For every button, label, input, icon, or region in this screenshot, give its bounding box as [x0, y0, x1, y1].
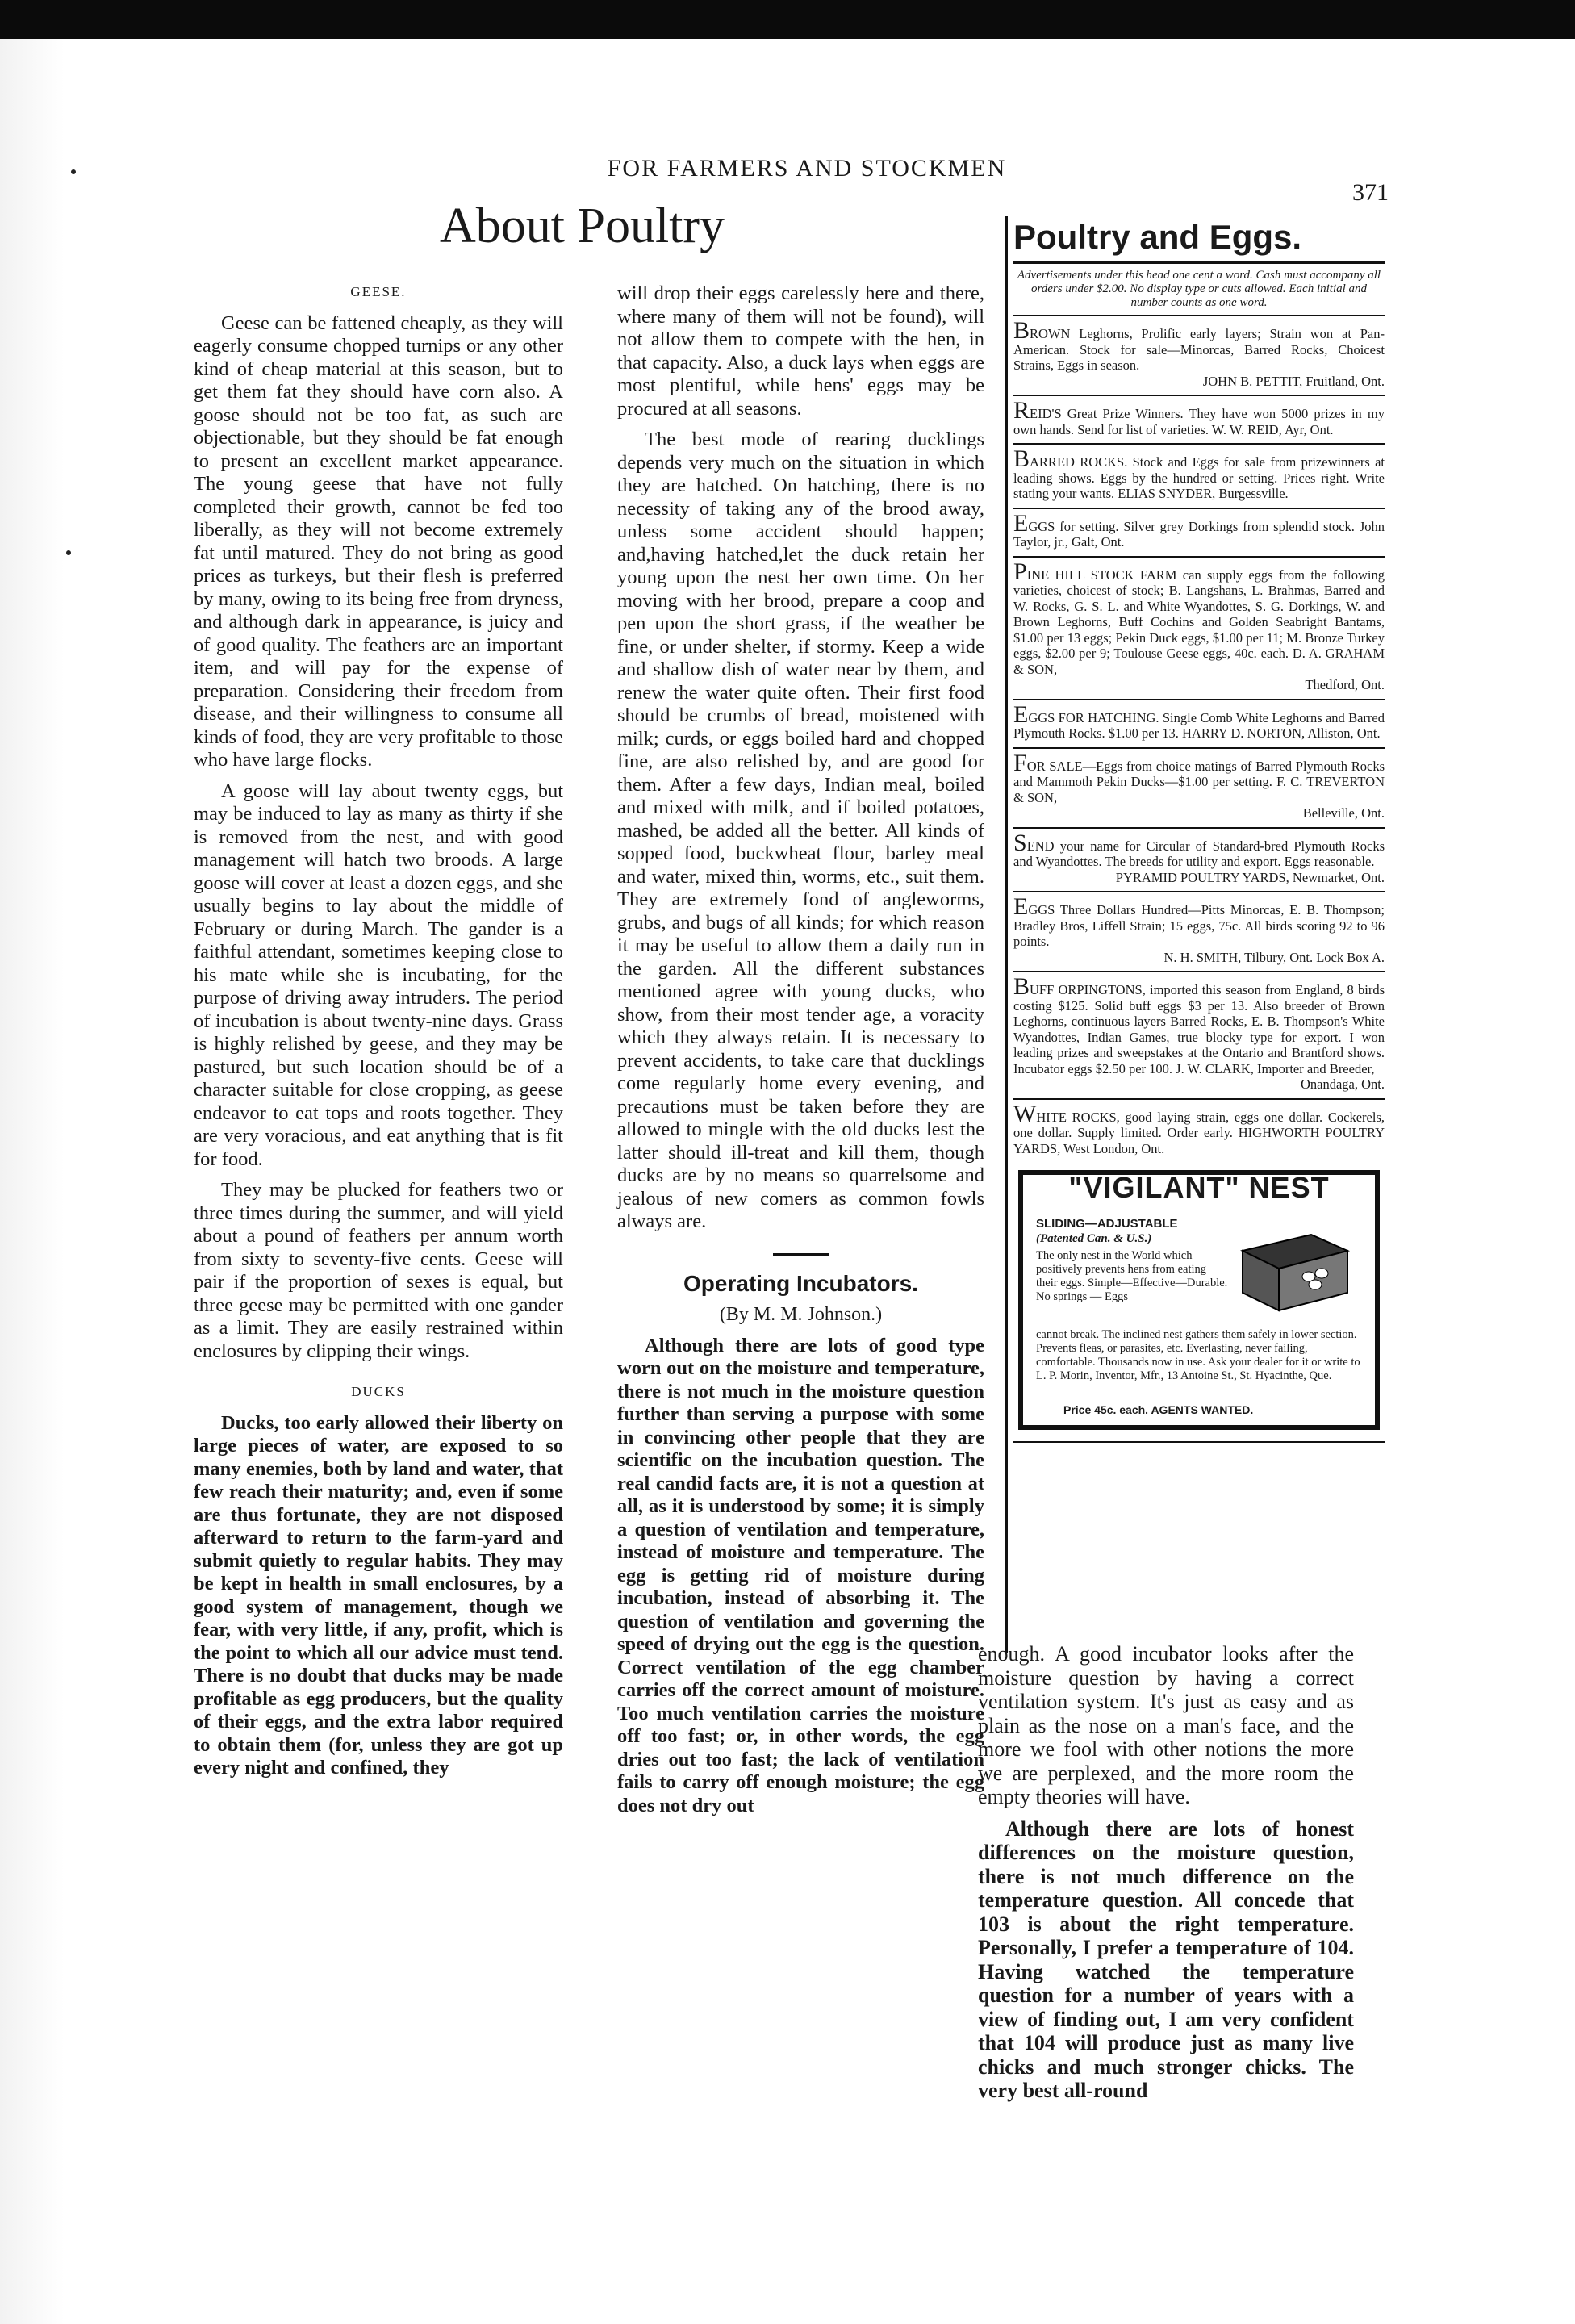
vigilant-nest-ad	[1018, 1170, 1380, 1430]
running-head: FOR FARMERS AND STOCKMEN	[607, 155, 1007, 182]
vigilant-details: cannot break. The inclined nest gathers them safely in lower section. Prevents fleas, or parasites, etc. Everlasting, never failing, comfortable. Thousands now in use. Ask your dealer for it or write to L. P. Morin, Inventor, Mfr., 13 Antoine St., St. Hyacinthe, Que.	[1036, 1328, 1360, 1382]
ad-text: UFF ORPINGTONS, imported this season from England, 8 birds costing $125. Solid buff eggs $3 per 13. Also breeder of Brown Leghorns, continuous layers Barred Rocks, E. B. Thompson's White Wyandottes, Indian Games, true blocky type for export. I won leading prizes and sweepstakes at the Ontario and Brantford shows. Incubator eggs $2.50 per 100. J. W. CLARK, Importer and Breeder,	[1013, 982, 1385, 1076]
geese-heading: GEESE.	[350, 284, 407, 299]
classified-ad	[1013, 1098, 1385, 1163]
drop-letter: W	[1013, 1100, 1037, 1127]
drop-letter: R	[1013, 397, 1030, 424]
ad-signature: JOHN B. PETTIT, Fruitland, Ont.	[1202, 373, 1385, 389]
ad-text: HITE ROCKS, good laying strain, eggs one dollar. Cockerels, one dollar. Supply limited. Order early. HIGHWORTH POULTRY YARDS, West London, Ont.	[1013, 1109, 1385, 1156]
classified-ad	[1013, 508, 1385, 556]
ad-text: GGS FOR HATCHING. Single Comb White Leghorns and Barred Plymouth Rocks. $1.00 per 13. HARRY D. NORTON, Alliston, Ont.	[1013, 709, 1385, 741]
classified-ad	[1013, 971, 1385, 1098]
scan-left-margin	[0, 39, 65, 2324]
drop-letter: B	[1013, 445, 1030, 472]
vigilant-subtitle: SLIDING—ADJUSTABLE	[1036, 1217, 1178, 1231]
classifieds-column	[1013, 218, 1385, 1443]
paragraph: enough. A good incubator looks after the moisture question by having a correct ventilation system. It's just as easy and as plain as the nose on a man's face, and the more we fool with other notions the more we are perplexed, and the more room the empty theories will have.	[978, 1642, 1354, 1808]
ad-text: OR SALE—Eggs from choice matings of Barred Plymouth Rocks and Mammoth Pekin Ducks—$1.00 per setting. F. C. TREVERTON & SON,	[1013, 758, 1385, 805]
drop-letter: S	[1013, 829, 1027, 856]
ad-signature: Belleville, Ont.	[1302, 805, 1385, 821]
section-divider	[773, 1253, 829, 1256]
ad-signature: Onandaga, Ont.	[1300, 1076, 1385, 1092]
classifieds-bottom-rule	[1013, 1441, 1385, 1443]
ad-text: ROWN Leghorns, Prolific early layers; Strain won at Pan-American. Stock for sale—Minorcas, Barred Rocks, Choicest Strains, Eggs in season.	[1013, 326, 1385, 373]
ad-text: END your name for Circular of Standard-bred Plymouth Rocks and Wyandottes. The breeds for utility and export. Eggs reasonable.	[1013, 838, 1385, 869]
scan-speck	[71, 169, 76, 174]
page-number: 371	[1352, 179, 1389, 206]
scan-speck	[66, 550, 71, 555]
paragraph: will drop their eggs carelessly here and there, where many of them will not be found), will not allow them to compete with the hen, in that capacity. Also, a duck lays when eggs are most plentiful, while hens' eggs may be procured at all seasons.	[617, 282, 984, 420]
article-title: About Poultry	[440, 199, 725, 253]
drop-letter: B	[1013, 317, 1030, 344]
paragraph: Ducks, too early allowed their liberty on large pieces of water, are exposed to so many enemies, both by land and water, that few reach their maturity; and, even if some are thus fortunate, they are not disposed afterward to return to the farm-yard and submit quietly to regular habits. They may be kept in health in small enclosures, by a good system of management, though we fear, with very little, if any, profit, which is the point to which all our advice must tend. There is no doubt that ducks may be made profitable as egg producers, but the quality of their eggs, and the extra labor required to obtain them (for, unless they are got up every night and confined, they	[194, 1411, 563, 1779]
paragraph: The best mode of rearing ducklings depends very much on the situation in which they are hatched. On hatching, there is no necessity of taking any of the brood away, unless some accident should happen; and,having hatched,let the duck retain her young upon the nest her own time. On her moving with her brood, prepare a coop and pen upon the short grass, if the weather be fine, or under shelter, if stormy. Keep a wide and shallow dish of water near by them, and renew the water quite often. Their first food should be crumbs of bread, moistened with milk; curds, or eggs boiled hard and chopped fine, are also relished by, and are good for them. After a few days, Indian meal, boiled and mixed with milk, and if boiled potatoes, mashed, be added all the better. All kinds of sopped food, buckwheat flour, barley meal and water, mixed thin, worms, etc., suit them. They are extremely fond of angleworms, grubs, and bugs of all kinds; for which reason it may be useful to allow them a daily run in the garden. All the different substances mentioned agree with young ducks, who show, from their most tender age, a voracity which they always retain. It is necessary to prevent accidents, to take care that ducklings come regularly home every evening, and precautions must be taken before they are allowed to mingle with the old ducks lest the latter should ill-treat and kill them, though ducks are by no means so quarrelsome and jealous of new comers as common fowls always are.	[617, 428, 984, 1232]
classifieds-title: Poultry and Eggs.	[1013, 218, 1302, 256]
classified-ad	[1013, 315, 1385, 395]
drop-letter: E	[1013, 893, 1029, 920]
nest-box-illustration	[1235, 1227, 1356, 1315]
column-divider	[1005, 216, 1008, 1653]
ad-signature: Thedford, Ont.	[1305, 677, 1385, 692]
incubators-title: Operating Incubators.	[683, 1270, 918, 1296]
classifieds-rule	[1013, 261, 1385, 264]
column-2	[617, 282, 984, 1825]
classified-ad	[1013, 891, 1385, 971]
classified-ad	[1013, 556, 1385, 699]
ad-text: ARRED ROCKS. Stock and Eggs for sale from prizewinners at leading shows. Eggs by the hundred or setting. Prices right. Write stating your wants. ELIAS SNYDER, Burgessville.	[1013, 454, 1385, 501]
ad-signature: PYRAMID POULTRY YARDS, Newmarket, Ont.	[1115, 869, 1385, 885]
vigilant-title: "VIGILANT" NEST	[1068, 1171, 1330, 1204]
classified-ad-list	[1013, 315, 1385, 1162]
ad-text: EID'S Great Prize Winners. They have won 5000 prizes in my own hands. Send for list of varieties. W. W. REID, Ayr, Ont.	[1013, 406, 1385, 437]
classified-ad	[1013, 747, 1385, 827]
column-1	[194, 281, 563, 1788]
ad-signature: N. H. SMITH, Tilbury, Ont. Lock Box A.	[1163, 949, 1385, 965]
vigilant-patent: (Patented Can. & U.S.)	[1036, 1232, 1152, 1245]
paragraph: Although there are lots of good type worn out on the moisture and temperature, there is not much in the moisture question further than serving a purpose with some in convincing other people that they are scientific on the incubation question. The real candid facts are, it is not a question at all, as it is understood by some; it is simply a question of ventilation and temperature, instead of moisture and temperature. The egg is getting rid of moisture during incubation, instead of absorbing it. The question of ventilation and governing the speed of drying out the egg is the question. Correct ventilation of the egg chamber carries off the correct amount of moisture. Too much ventilation carries the moisture off too fast; or, in other words, the egg dries out too fast; the lack of ventilation fails to carry off enough moisture; the egg does not dry out	[617, 1334, 984, 1816]
scan-top-border	[0, 0, 1575, 39]
classified-ad	[1013, 699, 1385, 747]
vigilant-price: Price 45c. each. AGENTS WANTED.	[1063, 1403, 1254, 1416]
ad-text: GGS for setting. Silver grey Dorkings from splendid stock. John Taylor, jr., Galt, Ont.	[1013, 518, 1385, 550]
column-3-text	[978, 1642, 1354, 2111]
classifieds-note: Advertisements under this head one cent a word. Cash must accompany all orders under $2.00. No display type or cuts allowed. Each initial and number counts as one word.	[1017, 269, 1381, 309]
drop-letter: P	[1013, 558, 1027, 585]
ad-text: INE HILL STOCK FARM can supply eggs from the following varieties, choicest of stock; B. Langshans, L. Brahmas, Barred and W. Rocks, G. S. L. and White Wyandottes, S. G. Dorkings, W. and Brown Leghorns, Buff Cochins and Golden Seabright Bantams, $1.00 per 13 eggs; Pekin Duck eggs, $1.00 per 11; M. Bronze Turkey eggs, $2.00 per 9; Toulouse Geese eggs, 40c. each. D. A. GRAHAM & SON,	[1013, 566, 1385, 677]
ad-text: GGS Three Dollars Hundred—Pitts Minorcas, E. B. Thompson; Bradley Bros, Liffell Strain; 15 eggs, 75c. All birds scoring 92 to 96 points.	[1013, 902, 1385, 949]
drop-letter: E	[1013, 700, 1029, 728]
classified-ad	[1013, 395, 1385, 443]
paragraph: Although there are lots of honest differences on the moisture question, there is not much difference on the temperature question. All concede that 103 is about the right temperature. Personally, I prefer a temperature of 104. Having watched the temperature question for a number of years with a view of finding out, I am very confident that 104 will produce just as many live chicks and much stronger chicks. The very best all-round	[978, 1816, 1354, 2102]
vigilant-text: The only nest in the World which positively prevents hens from eating their eggs. Simple—Effective—Durable. No springs — Eggs	[1036, 1249, 1228, 1303]
incubators-byline: (By M. M. Johnson.)	[719, 1304, 883, 1325]
classified-ad	[1013, 827, 1385, 892]
classified-ad	[1013, 443, 1385, 508]
paragraph: A goose will lay about twenty eggs, but may be induced to lay as many as thirty if she is removed from the nest, and with good management will hatch two broods. A large goose will cover at least a dozen eggs, and she usually begins to lay about the middle of February or during March. The gander is a faithful attendant, sometimes keeping close to his mate while she is incubating, for the purpose of driving away intruders. The period of incubation is about twenty-nine days. Grass is highly relished by geese, and they may be pastured, but such location should be of a character suitable for close cropping, as geese endeavor to eat tops and roots together. They are very voracious, and eat anything that is fit for food.	[194, 780, 563, 1170]
paragraph: They may be plucked for feathers two or three times during the summer, and will yield about a pound of feathers per annum worth from sixty to seventy-five cents. Geese will pair if the proportion of sexes is equal, but three geese may be permitted with one gander as a limit. They are easily restrained within enclosures by clipping their wings.	[194, 1179, 563, 1362]
drop-letter: B	[1013, 973, 1030, 1000]
ducks-heading: DUCKS	[351, 1384, 406, 1399]
drop-letter: F	[1013, 749, 1027, 776]
paragraph: Geese can be fattened cheaply, as they will eagerly consume chopped turnips or any other kind of cheap material at this season, but to get them fat they should have corn also. A goose should not be too fat, as such are objectionable, but they should be fat enough to present an excellent market appearance. The young geese that have not fully completed their growth, cannot be fed too liberally, as they will not become extremely fat until matured. They do not bring as good prices as turkeys, but their flesh is preferred by many, owing to its being free from dryness, and although dark in appearance, is juicy and of good quality. The feathers are an important item, and will pay for the expense of preparation. Considering their freedom from disease, and their willingness to consume all kinds of food, they are very profitable to those who have large flocks.	[194, 311, 563, 771]
drop-letter: E	[1013, 509, 1029, 537]
